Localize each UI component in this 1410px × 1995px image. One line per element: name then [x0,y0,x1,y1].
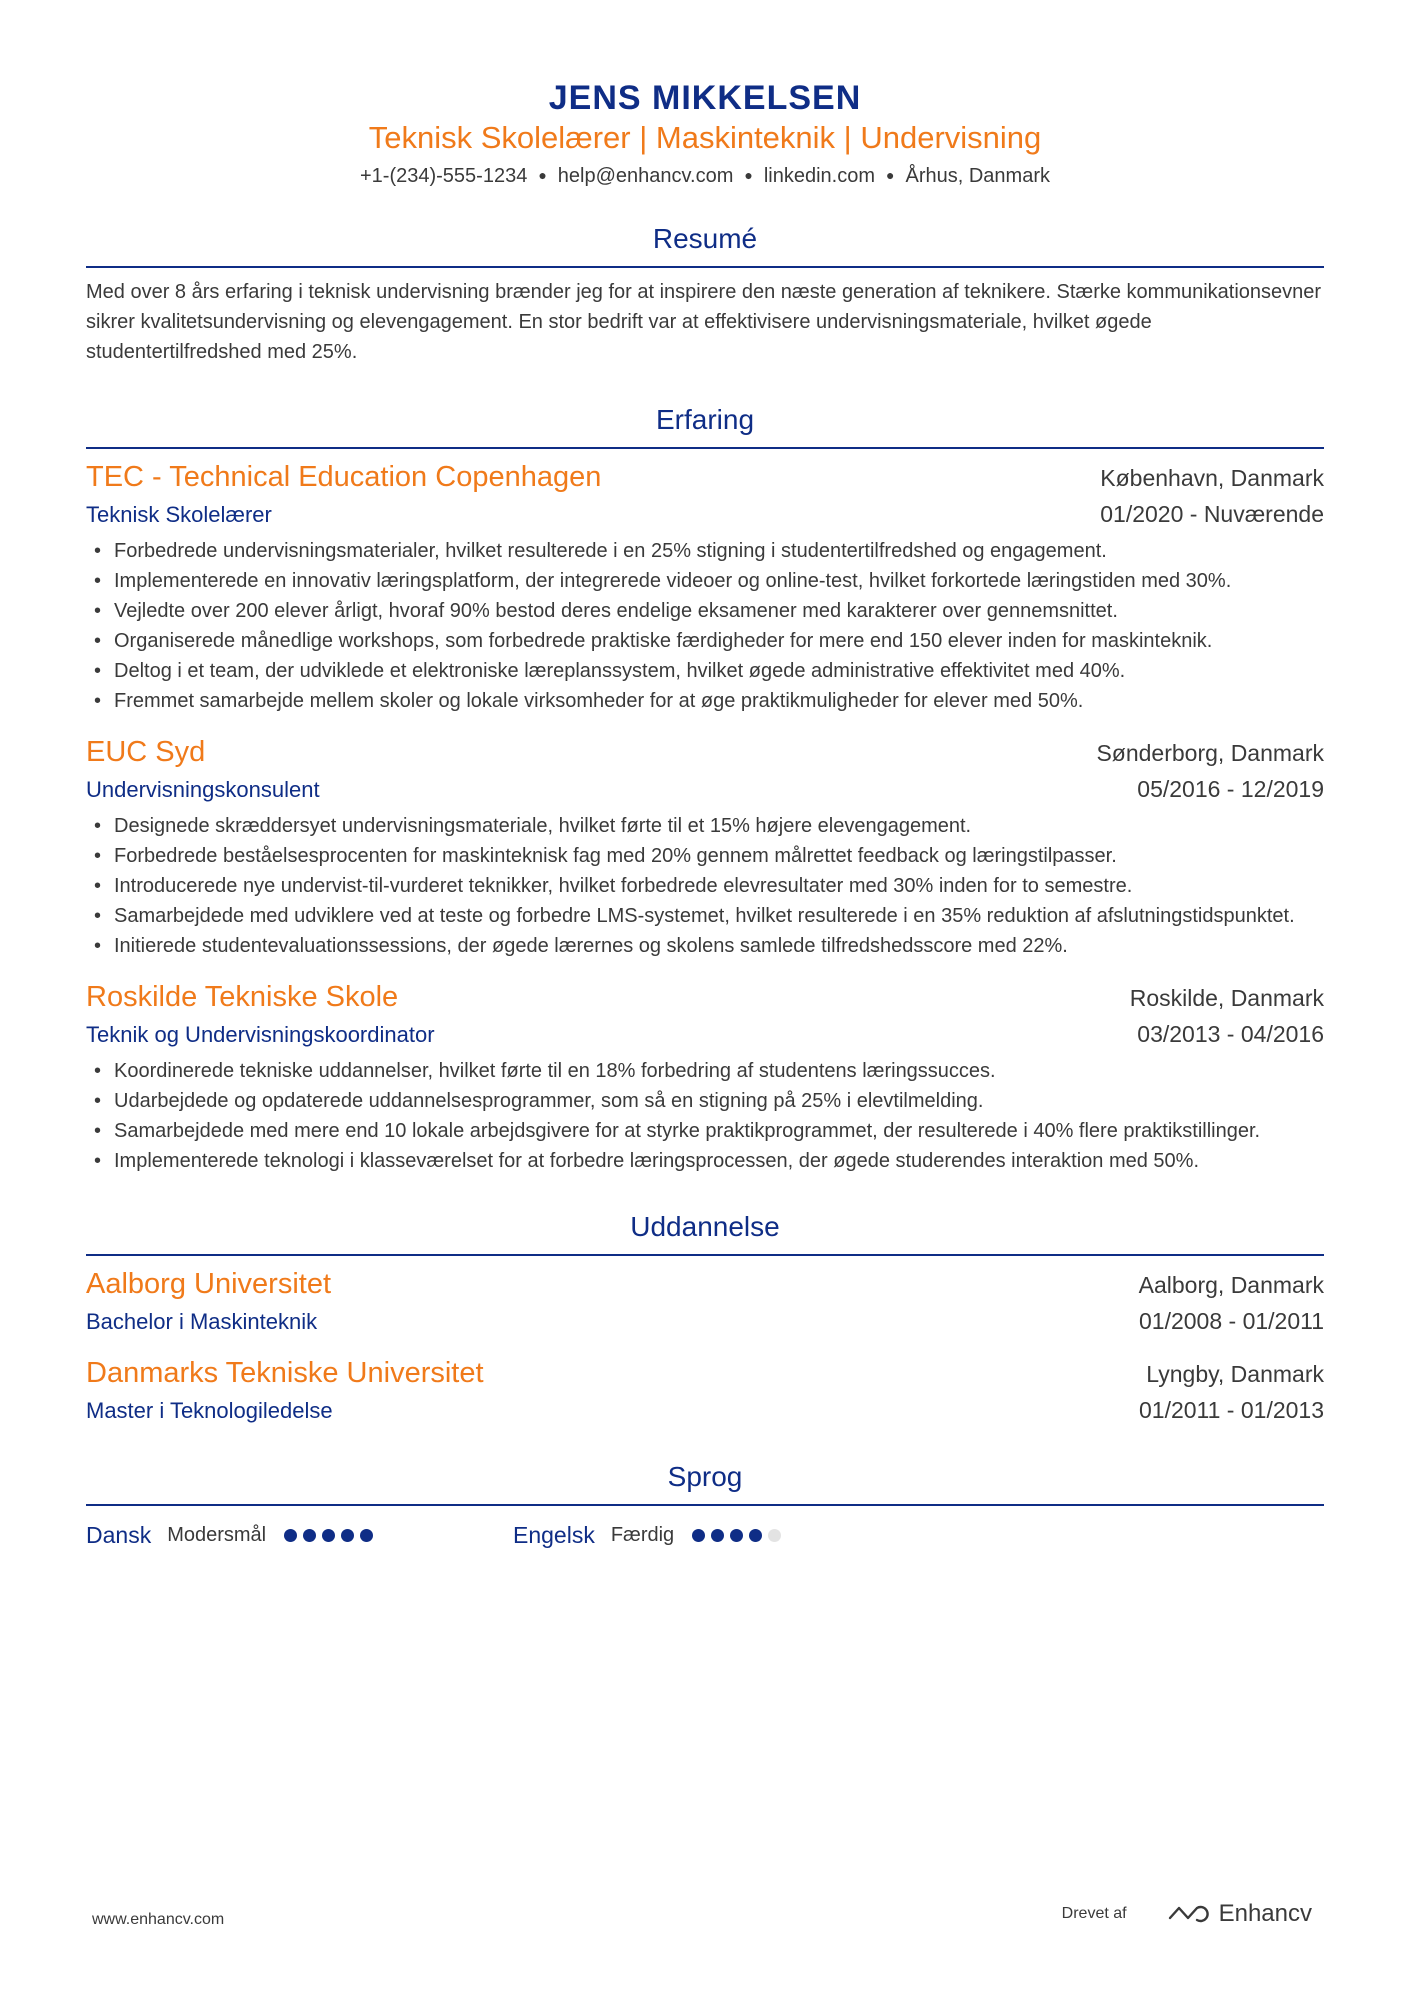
bullet-item: • Vejledte over 200 elever årligt, hvoraf 90% bestod deres endelige eksamener med karakterer over gennemsnittet. [86,596,1324,626]
resume-page [86,0,1324,1995]
section-title-experience: Erfaring [655,404,755,435]
brand-name: Enhancv [1218,1900,1312,1927]
bullet-item: • Organiserede månedlige workshops, som forbedrede praktiske færdigheder for mere end 150 elever inden for maskinteknik. [86,626,1324,656]
section-divider [86,447,1324,449]
education-dates: 01/2008 - 01/2011 [1138,1308,1324,1334]
rating-dot-empty [768,1529,781,1542]
rating-dot-filled [303,1529,316,1542]
education-school: Aalborg Universitet [86,1268,331,1300]
experience-role: Undervisningskonsulent [86,777,320,802]
education-entry [86,1264,1324,1339]
experience-role: Teknik og Undervisningskoordinator [86,1022,435,1047]
language-item [513,1518,787,1552]
language-level: Modersmål [167,1523,267,1546]
enhancv-logo-icon [1167,1902,1211,1926]
footer-branding [1062,1900,1312,1928]
bullet-item: • Deltog i et team, der udviklede et elektroniske læreplanssystem, hvilket øgede administrative effektivitet med 40%. [86,656,1324,686]
separator-dot: ● [744,167,753,183]
experience-section [86,401,1324,1176]
bullet-item: • Samarbejdede med mere end 10 lokale arbejdsgivere for at styrke praktikprogrammet, der resulterede i 40% flere praktikstillinger. [86,1116,1324,1146]
experience-dates: 03/2013 - 04/2016 [1137,1021,1324,1047]
candidate-title: Teknisk Skolelærer | Maskinteknik | Undervisning [368,120,1042,155]
section-divider [86,1254,1324,1256]
rating-dot-filled [322,1529,335,1542]
experience-org: TEC - Technical Education Copenhagen [86,461,602,493]
experience-dates: 01/2020 - Nuværende [1100,501,1324,527]
contact-line [86,160,1324,191]
languages-section [86,1458,1324,1552]
contact-email[interactable]: help@enhancv.com [557,165,734,187]
contact-location: Århus, Danmark [905,165,1050,187]
contact-linkedin[interactable]: linkedin.com [763,165,876,187]
experience-role: Teknisk Skolelærer [86,502,272,527]
rating-dot-filled [284,1529,297,1542]
contact-phone: +1-(234)-555-1234 [359,165,528,187]
experience-org: EUC Syd [86,736,206,768]
bullet-item: • Udarbejdede og opdaterede uddannelsesprogrammer, som så en stigning på 25% i elevtilmelding. [86,1086,1324,1116]
rating-dot-filled [360,1529,373,1542]
rating-dot-filled [341,1529,354,1542]
rating-dot-filled [730,1529,743,1542]
bullet-item: • Samarbejdede med udviklere ved at teste og forbedre LMS-systemet, hvilket resulterede i en 35% reduktion af afslutningstidspunktet. [86,901,1324,931]
education-dates: 01/2011 - 01/2013 [1138,1397,1324,1423]
powered-by-label: Drevet af [1061,1905,1127,1922]
bullet-item: • Initierede studentevaluationssessions, der øgede lærernes og skolens samlede tilfredshedsscore med 22%. [86,931,1324,961]
experience-bullets [86,1056,1324,1176]
separator-dot: ● [538,167,547,183]
bullet-item: • Designede skræddersyet undervisningsmateriale, hvilket førte til et 15% højere elevengagement. [86,811,1324,841]
rating-dot-filled [749,1529,762,1542]
bullet-item: • Koordinerede tekniske uddannelser, hvilket førte til en 18% forbedring af studentens læringssucces. [86,1056,1324,1086]
footer-website[interactable]: www.enhancv.com [92,1911,225,1928]
bullet-item: • Implementerede en innovativ læringsplatform, der integrerede videoer og online-test, hvilket forkortede læringstiden med 30%. [86,566,1324,596]
summary-text: Med over 8 års erfaring i teknisk undervisning brænder jeg for at inspirere den næste generation af teknikere. Stærke kommunikationsevner sikrer kvalitetsundervisning og elevengagement. En stor bedrift var at effektivisere undervisningsmateriale, hvilket øgede studentertilfredshed med 25%. [86,281,1322,363]
section-divider [86,266,1324,268]
education-section [86,1208,1324,1428]
brand-logo[interactable] [1167,1900,1312,1928]
education-degree: Bachelor i Maskinteknik [86,1309,318,1334]
education-location: Lyngby, Danmark [1146,1361,1324,1387]
experience-location: København, Danmark [1100,465,1324,491]
education-school: Danmarks Tekniske Universitet [86,1357,484,1389]
experience-entry [86,732,1324,961]
section-title-languages: Sprog [667,1461,743,1492]
section-divider [86,1504,1324,1506]
experience-bullets [86,536,1324,716]
rating-dot-filled [711,1529,724,1542]
section-title-summary: Resumé [652,223,758,254]
experience-dates: 05/2016 - 12/2019 [1137,776,1324,802]
bullet-item: • Implementerede teknologi i klasseværelset for at forbedre læringsprocessen, der øgede studerendes interaktion med 50%. [86,1146,1324,1176]
education-location: Aalborg, Danmark [1138,1272,1324,1298]
experience-location: Sønderborg, Danmark [1096,740,1324,766]
experience-entry [86,977,1324,1176]
resume-header [86,0,1324,191]
summary-section [86,220,1324,367]
language-level: Færdig [610,1523,675,1546]
rating-dot-filled [692,1529,705,1542]
language-item [86,1518,513,1552]
language-name: Engelsk [513,1522,595,1548]
experience-org: Roskilde Tekniske Skole [86,981,399,1013]
experience-bullets [86,811,1324,961]
separator-dot: ● [886,167,895,183]
bullet-item: • Introducerede nye undervist-til-vurderet teknikker, hvilket forbedrede elevresultater med 30% inden for to semestre. [86,871,1324,901]
education-degree: Master i Teknologiledelse [86,1398,333,1423]
bullet-item: • Fremmet samarbejde mellem skoler og lokale virksomheder for at øge praktikmuligheder for elever med 50%. [86,686,1324,716]
section-title-education: Uddannelse [630,1211,780,1242]
education-entry [86,1353,1324,1428]
experience-entry [86,457,1324,716]
experience-location: Roskilde, Danmark [1129,985,1324,1011]
candidate-name: JENS MIKKELSEN [548,79,862,117]
language-rating [284,1529,379,1542]
bullet-item: • Forbedrede undervisningsmaterialer, hvilket resulterede i en 25% stigning i studentertilfredshed og engagement. [86,536,1324,566]
language-name: Dansk [86,1522,152,1548]
bullet-item: • Forbedrede beståelsesprocenten for maskinteknisk fag med 20% gennem målrettet feedback og læringstilpasser. [86,841,1324,871]
language-rating [692,1529,787,1542]
